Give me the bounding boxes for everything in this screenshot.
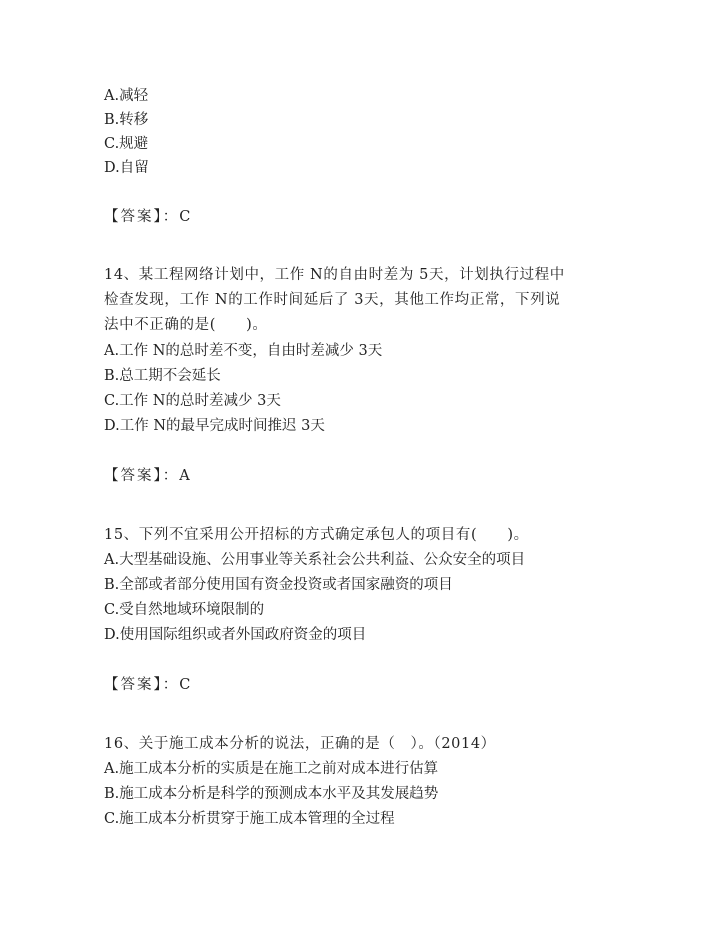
q14-stem-line-1: 14、某工程网络计划中，工作 N的自由时差为 5天，计划执行过程中 (104, 267, 565, 283)
q14-option-d: D.工作 N的最早完成时间推迟 3天 (104, 418, 325, 434)
q16-stem: 16、关于施工成本分析的说法，正确的是（ ）。（2014） (104, 736, 496, 752)
q14-option-c: C.工作 N的总时差减少 3天 (104, 393, 281, 409)
q16-option-b: B.施工成本分析是科学的预测成本水平及其发展趋势 (104, 786, 439, 802)
q14-option-b: B.总工期不会延长 (104, 368, 221, 384)
q15-stem: 15、下列不宜采用公开招标的方式确定承包人的项目有( )。 (104, 527, 529, 543)
q13-option-b: B.转移 (104, 112, 149, 128)
q13-answer: 【答案】：C (104, 209, 193, 225)
q14-answer: 【答案】：A (104, 468, 192, 484)
q15-option-a: A.大型基础设施、公用事业等关系社会公共利益、公众安全的项目 (104, 552, 526, 568)
q16-option-a: A.施工成本分析的实质是在施工之前对成本进行估算 (104, 761, 439, 777)
q15-option-d: D.使用国际组织或者外国政府资金的项目 (104, 627, 367, 643)
q15-option-c: C.受自然地域环境限制的 (104, 602, 265, 618)
q13-option-a: A.减轻 (104, 88, 149, 104)
q14-stem-line-3: 法中不正确的是( )。 (104, 317, 268, 333)
q13-option-c: C.规避 (104, 136, 149, 152)
q14-stem-line-2: 检查发现，工作 N的工作时间延后了 3天，其他工作均正常，下列说 (104, 292, 561, 308)
q13-option-d: D.自留 (104, 160, 149, 176)
q14-option-a: A.工作 N的总时差不变，自由时差减少 3天 (104, 343, 383, 359)
q15-answer: 【答案】：C (104, 677, 193, 693)
q16-option-c: C.施工成本分析贯穿于施工成本管理的全过程 (104, 811, 395, 827)
q15-option-b: B.全部或者部分使用国有资金投资或者国家融资的项目 (104, 577, 453, 593)
